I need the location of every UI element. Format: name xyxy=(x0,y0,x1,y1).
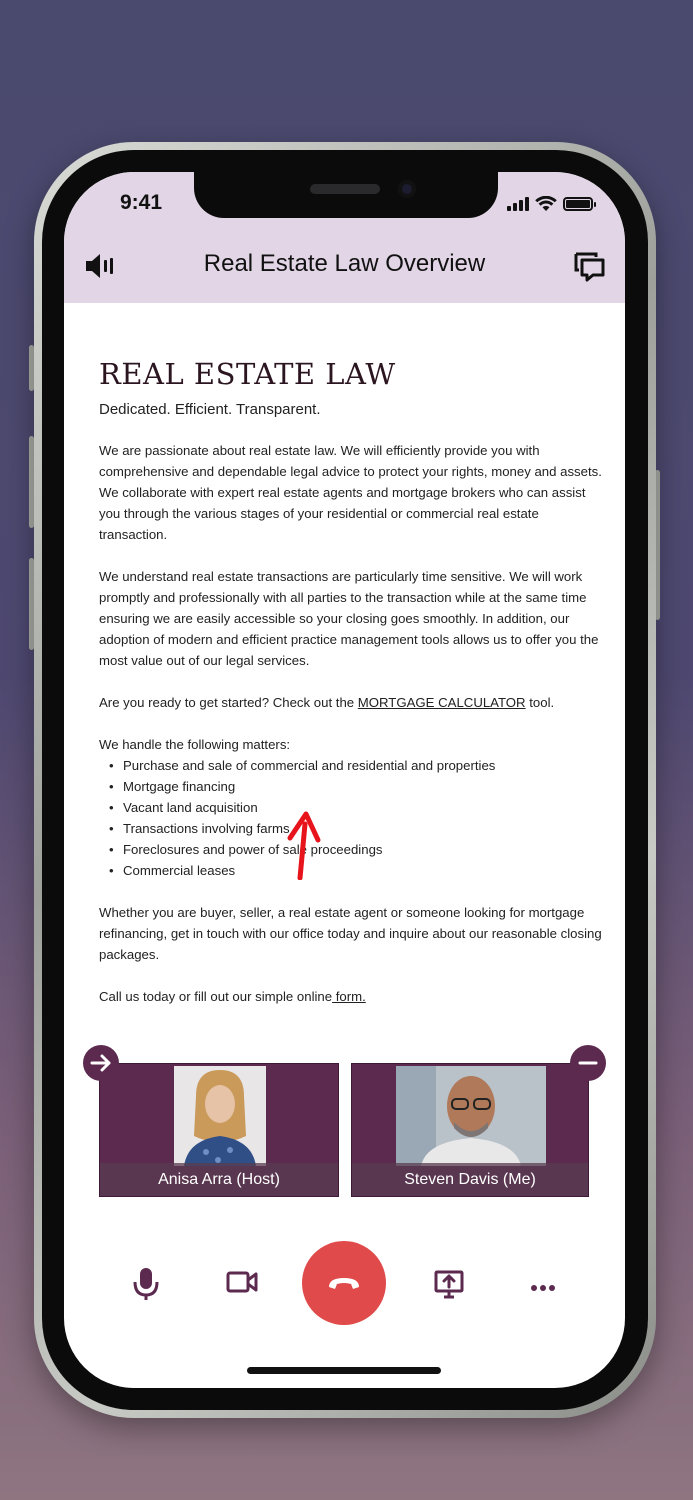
arrow-right-icon xyxy=(90,1054,112,1072)
camera-icon xyxy=(226,1271,258,1293)
participant-tile-host[interactable] xyxy=(99,1063,339,1197)
matters-intro: We handle the following matters: xyxy=(99,737,291,752)
status-time: 9:41 xyxy=(120,191,163,214)
get-started-text: Are you ready to get started? Check out the xyxy=(99,695,358,710)
camera-button[interactable] xyxy=(226,1271,258,1298)
participant-name-me: Steven Davis (Me) xyxy=(352,1163,588,1196)
list-item: • Transactions involving farms xyxy=(109,818,604,839)
minus-icon xyxy=(578,1060,598,1066)
wifi-icon xyxy=(535,196,557,212)
share-screen-icon xyxy=(434,1269,464,1299)
status-icons xyxy=(507,196,593,212)
article-heading: REAL ESTATE LAW xyxy=(99,357,396,391)
list-item: • Commercial leases xyxy=(109,860,604,881)
end-call-icon xyxy=(326,1275,362,1291)
list-item: • Purchase and sale of commercial and residential and properties xyxy=(109,755,604,776)
minimize-button[interactable] xyxy=(570,1045,606,1081)
earpiece xyxy=(310,184,380,194)
signal-icon xyxy=(507,197,529,211)
screen xyxy=(64,172,625,1388)
participant-name-host: Anisa Arra (Host) xyxy=(100,1163,338,1196)
annotation-arrow-icon xyxy=(286,808,326,880)
article-content xyxy=(99,357,604,1028)
expand-arrow-button[interactable] xyxy=(83,1045,119,1081)
paragraph-call-us xyxy=(99,986,604,1007)
microphone-button[interactable] xyxy=(133,1267,159,1306)
online-form-link[interactable]: form. xyxy=(332,989,366,1004)
participant-tile-me[interactable] xyxy=(351,1063,589,1197)
paragraph-time-sensitive: We understand real estate transactions are particularly time sensitive. We will work promptly and professionally with all parties to the transaction while at the same time ensuring we are easily accessible so your closing goes smoothly. In addition, our adoption of modern and efficient practice management tools allows us to offer you the most value out of our legal services. xyxy=(99,569,599,668)
mortgage-calculator-link[interactable]: MORTGAGE CALCULATOR xyxy=(357,695,526,710)
more-button[interactable] xyxy=(530,1279,556,1297)
article-tagline: Dedicated. Efficient. Transparent. xyxy=(99,401,321,418)
get-started-suffix: tool. xyxy=(525,695,555,710)
paragraph-contact: Whether you are buyer, seller, a real estate agent or someone looking for mortgage refinancing, get in touch with our office today and inquire about our reasonable closing packages. xyxy=(99,905,602,962)
paragraph-get-started xyxy=(99,692,604,713)
home-indicator[interactable] xyxy=(247,1367,441,1374)
share-screen-button[interactable] xyxy=(434,1269,464,1304)
chat-icon[interactable] xyxy=(574,252,606,287)
end-call-button[interactable] xyxy=(302,1241,386,1325)
list-item: • Vacant land acquisition xyxy=(109,797,604,818)
paragraph-intro: We are passionate about real estate law. We will efficiently provide you with comprehensive and dependable legal advice to protect your rights, money and assets. We collaborate with expert real estate agents and mortgage brokers who can assist you through the various stages of your residential or commercial real estate transaction. xyxy=(99,443,602,542)
participant-photo-me xyxy=(396,1066,546,1166)
call-us-text: Call us today or fill out our simple online xyxy=(99,989,333,1004)
page-title: Real Estate Law Overview xyxy=(203,250,486,277)
matters-list xyxy=(109,755,604,881)
battery-icon xyxy=(563,197,593,211)
list-item: • Mortgage financing xyxy=(109,776,604,797)
microphone-icon xyxy=(133,1267,159,1301)
list-item: • Foreclosures and power of sale proceedings xyxy=(109,839,604,860)
more-icon xyxy=(530,1284,556,1292)
notch xyxy=(194,172,498,218)
front-camera xyxy=(398,180,416,198)
participant-photo-host xyxy=(174,1066,266,1166)
